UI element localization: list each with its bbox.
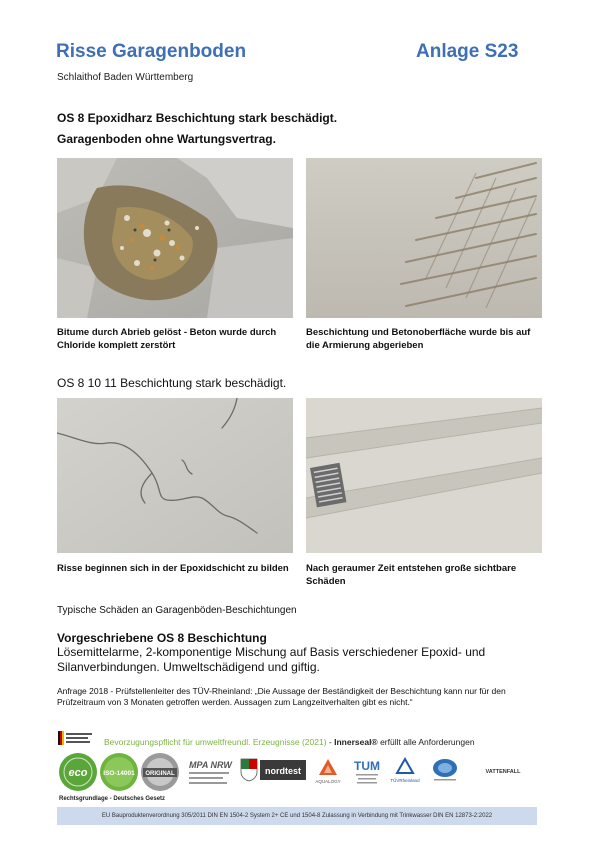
prescribed-title: Vorgeschriebene OS 8 Beschichtung <box>57 631 267 645</box>
tum-logo <box>350 757 384 785</box>
preference-green-text: Bevorzugungspflicht für umweltfreundl. Erzeugnisse (2021) <box>104 737 327 747</box>
typical-damage-note: Typische Schäden an Garagenböden-Beschichtungen <box>57 605 297 616</box>
tuv-text: TÜVRheinland <box>390 778 420 783</box>
inquiry-quote: Anfrage 2018 - Prüfstellenleiter des TÜV-Rheinland: „Die Aussage der Beständigkeit der Beschichtung kann nur für den Prüfzeitraum von 3 Monaten getroffen werden. Aussagen zum Langzeitverhalten gibt es nicht.“ <box>57 686 506 707</box>
page-title: Risse Garagenboden <box>56 41 247 62</box>
photo-epoxy-cracks <box>57 398 293 553</box>
footer-regulation-bar: EU Bauproduktenverordnung 305/2011 DIN EN 1504-2 System 2+ CE und 1504-8 Zulassung in Verbindung mit Trinkwasser DIN EN 12873-2:2022 <box>57 807 537 825</box>
nordtest-logo <box>260 760 306 780</box>
photo-caption: Bitume durch Abrieb gelöst - Beton wurde durch Chloride komplett zerstört <box>57 327 277 351</box>
original-text: ORIGINAL <box>145 771 175 777</box>
mpa-nrw-logo <box>187 756 239 788</box>
photo-bitumen-damage <box>57 158 293 318</box>
preference-line <box>104 737 475 747</box>
tum-text: TUM <box>354 759 380 773</box>
aqualogy-text: AQUALOGY <box>315 779 341 784</box>
ministry-seal-icon <box>428 758 462 784</box>
photo-caption: Beschichtung und Betonoberfläche wurde bis auf die Armierung abgerieben <box>306 327 531 351</box>
nordtest-text: nordtest <box>265 766 301 776</box>
photo-abraded-surface <box>306 158 542 318</box>
vattenfall-logo <box>478 763 528 777</box>
law-basis-note: Rechtsgrundlage - Deutsches Gesetz <box>59 796 166 802</box>
photo-caption: Risse beginnen sich in der Epoxidschicht zu bilden <box>57 563 289 574</box>
preference-separator: - <box>326 737 335 747</box>
eco-text: eco <box>68 767 88 779</box>
federal-ministry-logo <box>58 731 94 745</box>
iso-14001-badge-icon <box>99 752 139 792</box>
brand-name: Innerseal® <box>334 737 378 747</box>
annex-label: Anlage S23 <box>416 41 519 62</box>
photo-visible-damage <box>306 398 542 553</box>
nrw-crest-icon <box>240 758 258 782</box>
vattenfall-text: VATTENFALL <box>485 769 521 775</box>
mpa-text: MPA NRW <box>189 760 232 770</box>
eco-badge-icon <box>58 752 98 792</box>
tuv-rheinland-logo <box>388 757 422 785</box>
prescribed-description: Lösemittelarme, 2-komponentige Mischung auf Basis verschiedener Epoxid- und Silanverbindungen. Umweltschädigend und giftig. <box>57 645 486 674</box>
preference-rest: erfüllt alle Anforderungen <box>377 737 475 747</box>
section2-heading: OS 8 10 11 Beschichtung stark beschädigt. <box>57 376 287 390</box>
original-seal-icon <box>140 752 180 792</box>
iso-text: ISO-14001 <box>103 770 135 777</box>
photo-caption: Nach geraumer Zeit entstehen große sichtbare Schäden <box>306 563 517 587</box>
aqualogy-logo <box>311 757 345 785</box>
location-subtitle: Schlaithof Baden Württemberg <box>57 72 194 83</box>
section1-heading: OS 8 Epoxidharz Beschichtung stark beschädigt. <box>57 111 338 125</box>
section1-subheading: Garagenboden ohne Wartungsvertrag. <box>57 132 276 146</box>
